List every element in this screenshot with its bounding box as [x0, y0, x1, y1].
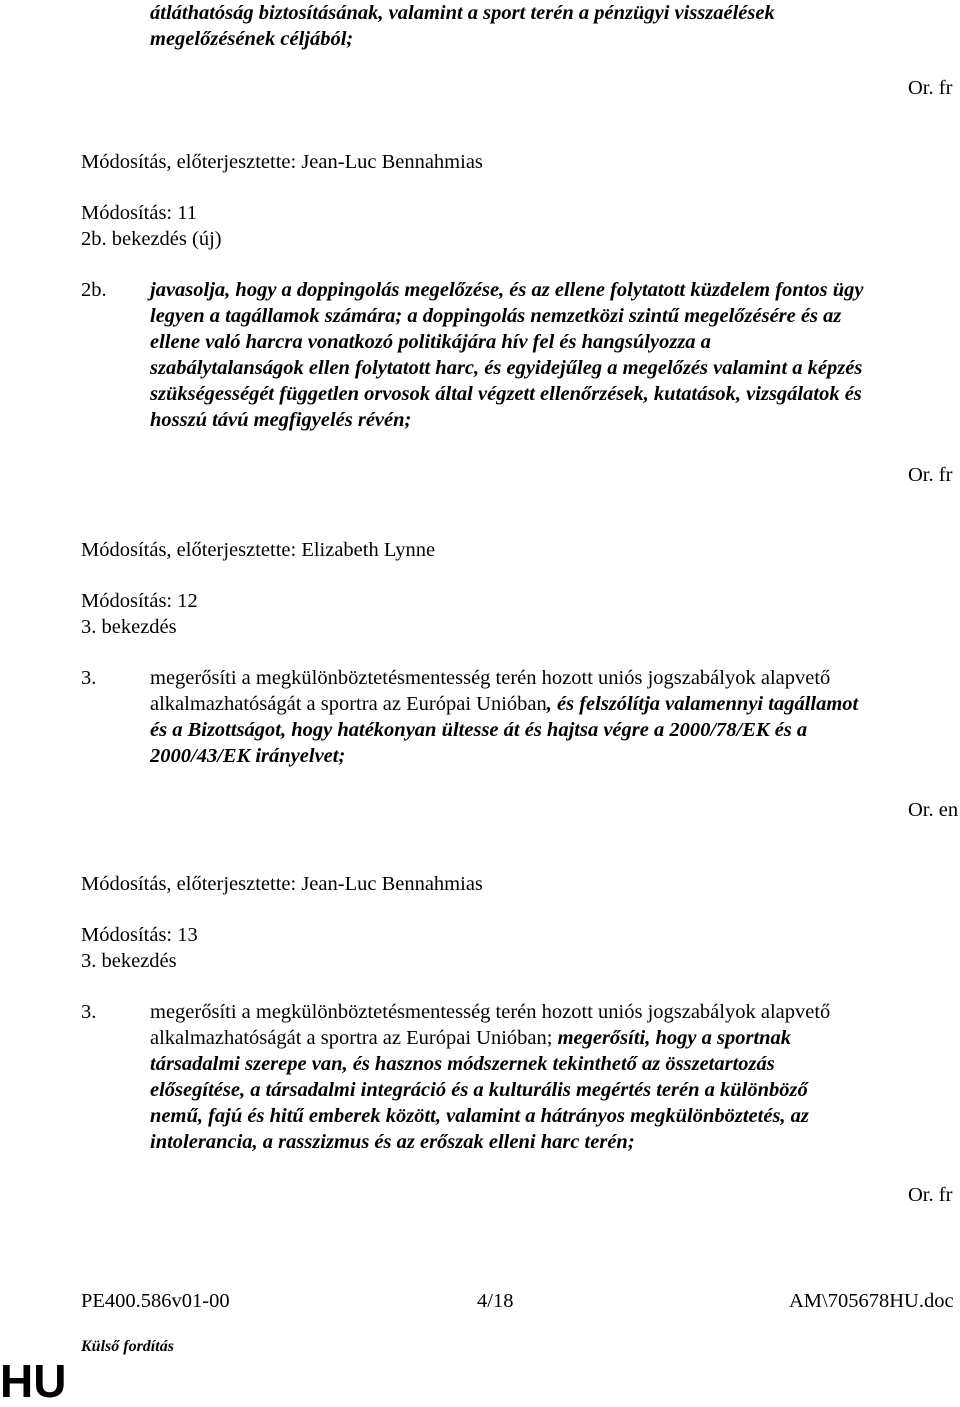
- text-line: javasolja, hogy a doppingolás megelőzése, és az ellene folytatott küzdelem fontos ügy: [150, 279, 864, 301]
- file-reference: AM\705678HU.doc: [789, 1290, 954, 1312]
- amendment-number: Módosítás: 13: [81, 924, 198, 946]
- intro-line-2: megelőzésének céljából;: [150, 28, 354, 50]
- translation-note: Külső fordítás: [81, 1338, 174, 1355]
- text-line: intolerancia, a rasszizmus és az erőszak elleni harc terén;: [150, 1131, 635, 1153]
- plain-text: alkalmazhatóságát a sportra az Európai Unióban: [150, 693, 547, 715]
- paragraph-reference: 3. bekezdés: [81, 950, 177, 972]
- paragraph-reference: 3. bekezdés: [81, 616, 177, 638]
- language-code: HU: [0, 1355, 67, 1407]
- text-line: nemű, fajú és hitű emberek között, valamint a hátrányos megkülönböztetés, az: [150, 1105, 809, 1127]
- amendment-text: [150, 277, 960, 433]
- text-line: legyen a tagállamok számára; a doppingolás nemzetközi szintű megelőzésére és az: [150, 305, 842, 327]
- text-line: megerősíti a megkülönböztetésmentesség terén hozott uniós jogszabályok alapvető: [150, 1001, 831, 1023]
- text-line: [150, 691, 960, 717]
- original-language-12: Or. en: [908, 799, 959, 821]
- amendment-author: Módosítás, előterjesztette: Jean-Luc Bennahmias: [81, 873, 483, 895]
- paragraph-number: 3.: [81, 1001, 97, 1023]
- text-line: társadalmi szerepe van, és hasznos módszernek tekinthető az összetartozás: [150, 1053, 775, 1075]
- paragraph-reference: 2b. bekezdés (új): [81, 228, 222, 250]
- amendment-text: [150, 999, 960, 1155]
- text-line: elősegítése, a társadalmi integráció és a kulturális megértés terén a különböző: [150, 1079, 808, 1101]
- text-line: szükségességét független orvosok által végzett ellenőrzések, kutatások, vizsgálatok és: [150, 383, 862, 405]
- text-line: 2000/43/EK irányelvet;: [150, 745, 346, 767]
- document-reference: PE400.586v01-00: [81, 1290, 230, 1312]
- text-line: és a Bizottságot, hogy hatékonyan ültesse át és hajtsa végre a 2000/78/EK és a: [150, 719, 808, 741]
- paragraph-number: 2b.: [81, 279, 107, 301]
- page-number: 4/18: [477, 1290, 514, 1312]
- text-line: ellene való harcra vonatkozó politikájára hív fel és hangsúlyozza a: [150, 331, 711, 353]
- amendment-author: Módosítás, előterjesztette: Jean-Luc Bennahmias: [81, 151, 483, 173]
- original-language-11: Or. fr: [908, 464, 953, 486]
- paragraph-number: 3.: [81, 667, 97, 689]
- changed-text: , és felszólítja valamennyi tagállamot: [546, 693, 859, 715]
- amendment-text: [150, 665, 960, 769]
- changed-text: megerősíti, hogy a sportnak: [557, 1027, 792, 1049]
- plain-text: alkalmazhatóságát a sportra az Európai Unióban;: [150, 1027, 558, 1049]
- original-language-13: Or. fr: [908, 1184, 953, 1206]
- intro-line-1: átláthatóság biztosításának, valamint a sport terén a pénzügyi visszaélések: [150, 2, 775, 24]
- amendment-number: Módosítás: 11: [81, 202, 197, 224]
- text-line: [150, 1025, 960, 1051]
- amendment-author: Módosítás, előterjesztette: Elizabeth Lynne: [81, 539, 436, 561]
- text-line: hosszú távú megfigyelés révén;: [150, 409, 412, 431]
- amendment-number: Módosítás: 12: [81, 590, 198, 612]
- original-language-0: Or. fr: [908, 77, 953, 99]
- text-line: megerősíti a megkülönböztetésmentesség terén hozott uniós jogszabályok alapvető: [150, 667, 831, 689]
- text-line: szabálytalanságok ellen folytatott harc, és egyidejűleg a megelőzés valamint a képzés: [150, 357, 863, 379]
